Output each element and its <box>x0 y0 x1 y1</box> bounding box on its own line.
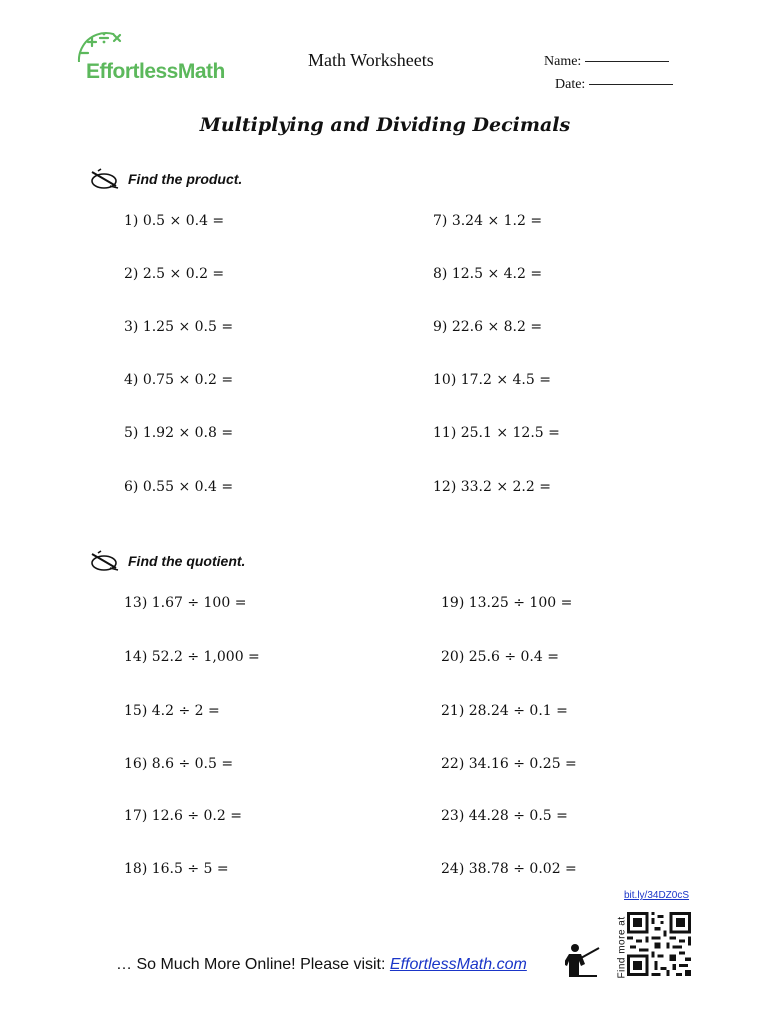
pencil-hand-icon <box>90 550 122 572</box>
problem-6: 6) 0.55 × 0.4 = <box>124 479 234 495</box>
problem-16: 16) 8.6 ÷ 0.5 = <box>124 756 234 772</box>
section-heading-product <box>90 168 242 190</box>
problem-2: 2) 2.5 × 0.2 = <box>124 266 225 282</box>
problem-22: 22) 34.16 ÷ 0.25 = <box>441 756 577 772</box>
footer-link[interactable]: EffortlessMath.com <box>389 956 527 973</box>
section-heading-quotient <box>90 550 245 572</box>
section-heading-text: Find the product. <box>128 171 243 187</box>
problem-11: 11) 25.1 × 12.5 = <box>433 425 560 441</box>
problem-19: 19) 13.25 ÷ 100 = <box>441 595 573 611</box>
problem-23: 23) 44.28 ÷ 0.5 = <box>441 808 568 824</box>
sheet-title: Math Worksheets <box>308 50 434 70</box>
footer-message: … So Much More Online! Please visit: <box>116 956 390 973</box>
problem-13: 13) 1.67 ÷ 100 = <box>124 595 247 611</box>
problem-9: 9) 22.6 × 8.2 = <box>433 319 543 335</box>
problem-15: 15) 4.2 ÷ 2 = <box>124 703 220 719</box>
problem-10: 10) 17.2 × 4.5 = <box>433 372 551 388</box>
short-link[interactable]: bit.ly/34DZ0cS <box>624 890 690 901</box>
name-label: Name: <box>544 54 582 69</box>
page-title: Multiplying and Dividing Decimals <box>199 114 571 136</box>
date-field[interactable] <box>555 77 673 93</box>
name-field[interactable] <box>544 54 669 70</box>
problem-7: 7) 3.24 × 1.2 = <box>433 213 543 229</box>
problem-20: 20) 25.6 ÷ 0.4 = <box>441 649 559 665</box>
math-symbols-icon <box>76 30 136 62</box>
name-line <box>585 61 669 62</box>
pencil-hand-icon <box>90 168 122 190</box>
problem-4: 4) 0.75 × 0.2 = <box>124 372 234 388</box>
problem-1: 1) 0.5 × 0.4 = <box>124 213 225 229</box>
footer-text <box>116 956 527 974</box>
problem-8: 8) 12.5 × 4.2 = <box>433 266 543 282</box>
problem-18: 18) 16.5 ÷ 5 = <box>124 861 229 877</box>
problem-14: 14) 52.2 ÷ 1,000 = <box>124 649 260 665</box>
teacher-pointing-icon <box>565 942 605 978</box>
find-more-label: Find more at <box>616 916 628 979</box>
problem-3: 3) 1.25 × 0.5 = <box>124 319 234 335</box>
date-line <box>589 84 673 85</box>
date-label: Date: <box>555 77 586 92</box>
effortlessmath-logo <box>76 30 261 92</box>
section-heading-text: Find the quotient. <box>128 553 246 569</box>
problem-17: 17) 12.6 ÷ 0.2 = <box>124 808 242 824</box>
problem-24: 24) 38.78 ÷ 0.02 = <box>441 861 577 877</box>
qr-code-icon[interactable] <box>627 912 691 976</box>
problem-21: 21) 28.24 ÷ 0.1 = <box>441 703 568 719</box>
problem-12: 12) 33.2 × 2.2 = <box>433 479 551 495</box>
problem-5: 5) 1.92 × 0.8 = <box>124 425 234 441</box>
logo-text: EffortlessMath <box>86 60 225 83</box>
